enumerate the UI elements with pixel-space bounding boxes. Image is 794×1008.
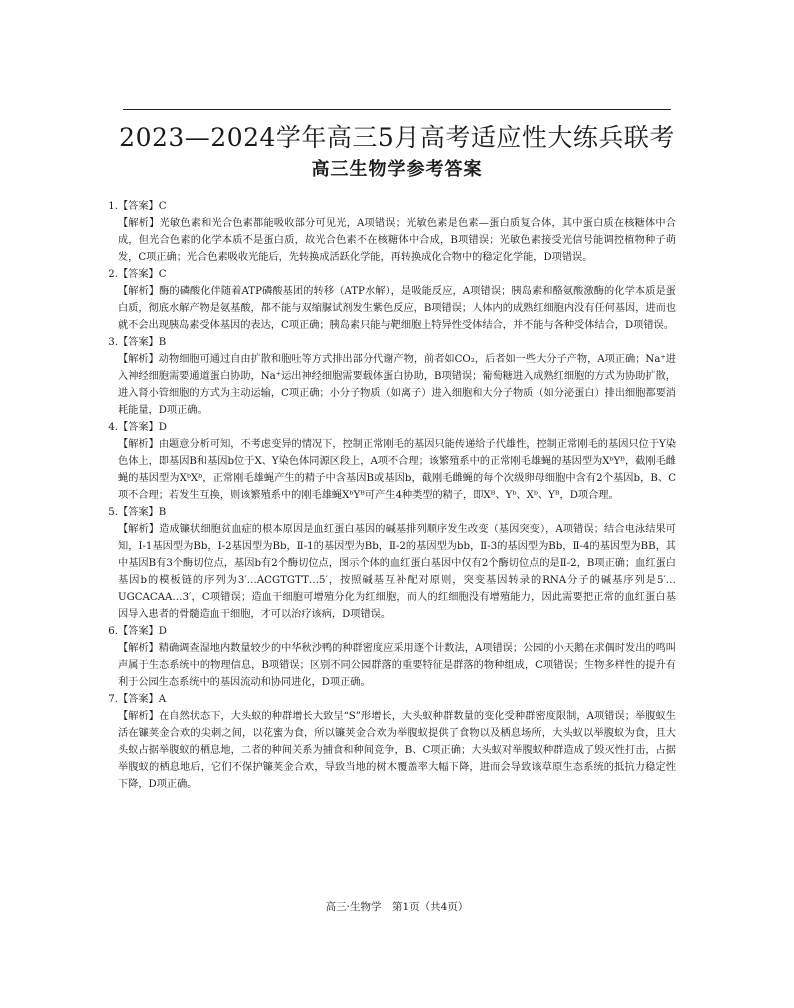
question-number: 6. [108, 626, 118, 637]
explanation: 【解析】动物细胞可通过自由扩散和胞吐等方式排出部分代谢产物，前者如CO₂，后者如一些大分子产物，A项正确；Na⁺进入神经细胞需要通道蛋白协助，Na⁺运出神经细胞需要载体蛋白协助，B项错误；葡萄糖进入成熟红细胞的方式为协助扩散，进入肾小管细胞的方式为主动运输，C项正确；小分子物质（如离子）进入细胞和大分子物质（如分泌蛋白）排出细胞都要消耗能量，D项正确。 [118, 354, 676, 416]
answer-key: 【答案】A [118, 694, 167, 705]
answer-list [108, 198, 676, 793]
question-1 [108, 198, 676, 266]
explanation: 【解析】精确调查湿地内数量较少的中华秋沙鸭的种群密度应采用逐个计数法，A项错误；公园的小天鹅在求偶时发出的鸣叫声属于生态系统中的物理信息，B项错误；区别不同公园群落的重要特征是群落的物种组成，C项错误；生物多样性的提升有利于公园生态系统中的基因流动和协同进化，D项正确。 [118, 643, 676, 688]
explanation: 【解析】在自然状态下，大头蚁的种群增长大致呈“S”形增长，大头蚁种群数量的变化受种群密度限制，A项错误；举腹蚁生活在镰荚金合欢的尖刺之间，以花蜜为食，所以镰荚金合欢为举腹蚁提供了食物以及栖息场所，大头蚁以举腹蚁为食，且大头蚁占据举腹蚁的栖息地，二者的种间关系为捕食和种间竞争，B、C项正确；大头蚁对举腹蚁种群造成了毁灭性打击，占据举腹蚁的栖息地后，它们不保护镰荚金合欢，导致当地的树木覆盖率大幅下降，进而会导致该草原生态系统的抵抗力稳定性下降，D项正确。 [118, 711, 676, 790]
answer-key: 【答案】D [118, 626, 167, 637]
question-4 [108, 419, 676, 504]
answer-key: 【答案】C [118, 201, 167, 212]
question-number: 7. [108, 694, 118, 705]
answer-key: 【答案】B [118, 507, 167, 518]
explanation: 【解析】光敏色素和光合色素都能吸收部分可见光，A项错误；光敏色素是色素—蛋白质复合体，其中蛋白质在核糖体中合成，但光合色素的化学本质不是蛋白质，故光合色素不在核糖体中合成，B项错误；光敏色素接受光信号能调控植物种子萌发，C项正确；光合色素吸收光能后，先转换成活跃化学能，再转换成化合物中的稳定化学能，D项错误。 [118, 218, 676, 263]
page-title: 2023—2024学年高三5月高考适应性大练兵联考 [119, 123, 675, 152]
page-footer: 高三·生物学 第1页（共4页） [325, 901, 469, 913]
question-number: 1. [108, 201, 118, 212]
question-5 [108, 504, 676, 623]
question-7 [108, 691, 676, 793]
question-number: 5. [108, 507, 118, 518]
question-3 [108, 334, 676, 419]
answer-key: 【答案】D [118, 422, 167, 433]
question-number: 3. [108, 337, 118, 348]
explanation: 【解析】酶的磷酸化伴随着ATP磷酸基团的转移（ATP水解），是吸能反应，A项错误；胰岛素和酪氨酸激酶的化学本质是蛋白质，彻底水解产物是氨基酸，都不能与双缩脲试剂发生紫色反应，B项错误；人体内的成熟红细胞内没有任何基因，进而也就不会出现胰岛素受体基因的表达，C项正确；胰岛素只能与靶细胞上特异性受体结合，并不能与各种受体结合，D项错误。 [118, 286, 676, 331]
question-6 [108, 623, 676, 691]
explanation: 【解析】造成镰状细胞贫血症的根本原因是血红蛋白基因的碱基排列顺序发生改变（基因突变），A项错误；结合电泳结果可知，Ⅰ-1基因型为Bb，Ⅰ-2基因型为Bb，Ⅱ-1的基因型为Bb，Ⅱ-2的基因型为bb，Ⅱ-3的基因型为Bb，Ⅱ-4的基因型为BB，其中基因B有3个酶切位点，基因b有2个酶切位点，图示个体的血红蛋白基因中仅有2个酶切位点的是Ⅱ-2，B项正确；血红蛋白基因b的模板链的序列为3′…ACGTGTT…5′，按照碱基互补配对原则，突变基因转录的RNA分子的碱基序列是5′…UGCACAA…3′，C项错误；造血干细胞可增殖分化为红细胞，而人的红细胞没有增殖能力，因此需要把正常的血红蛋白基因导入患者的骨髓造血干细胞，才可以治疗该病，D项错误。 [118, 524, 676, 620]
question-number: 4. [108, 422, 118, 433]
question-2 [108, 266, 676, 334]
page-subtitle: 高三生物学参考答案 [311, 159, 483, 180]
question-number: 2. [108, 269, 118, 280]
header-rule [123, 109, 671, 110]
explanation: 【解析】由题意分析可知，不考虑变异的情况下，控制正常刚毛的基因只能传递给子代雄性，控制正常刚毛的基因只位于Y染色体上，即基因B和基因b位于X、Y染色体同源区段上，A项不合理；该繁殖系中的正常刚毛雄蝇的基因型为XᵇYᴮ，截刚毛雌蝇的基因型为XᵇXᵇ，正常刚毛雄蝇产生的精子中含基因B或基因b，截刚毛雌蝇的每个次级卵母细胞中含有2个基因b，B、C项不合理；若发生互换，则该繁殖系中的刚毛雄蝇XᵇYᴮ可产生4种类型的精子，即Xᴮ、Yᵇ、Xᵇ、Yᴮ，D项合理。 [118, 439, 676, 501]
answer-key: 【答案】B [118, 337, 167, 348]
answer-key: 【答案】C [118, 269, 167, 280]
